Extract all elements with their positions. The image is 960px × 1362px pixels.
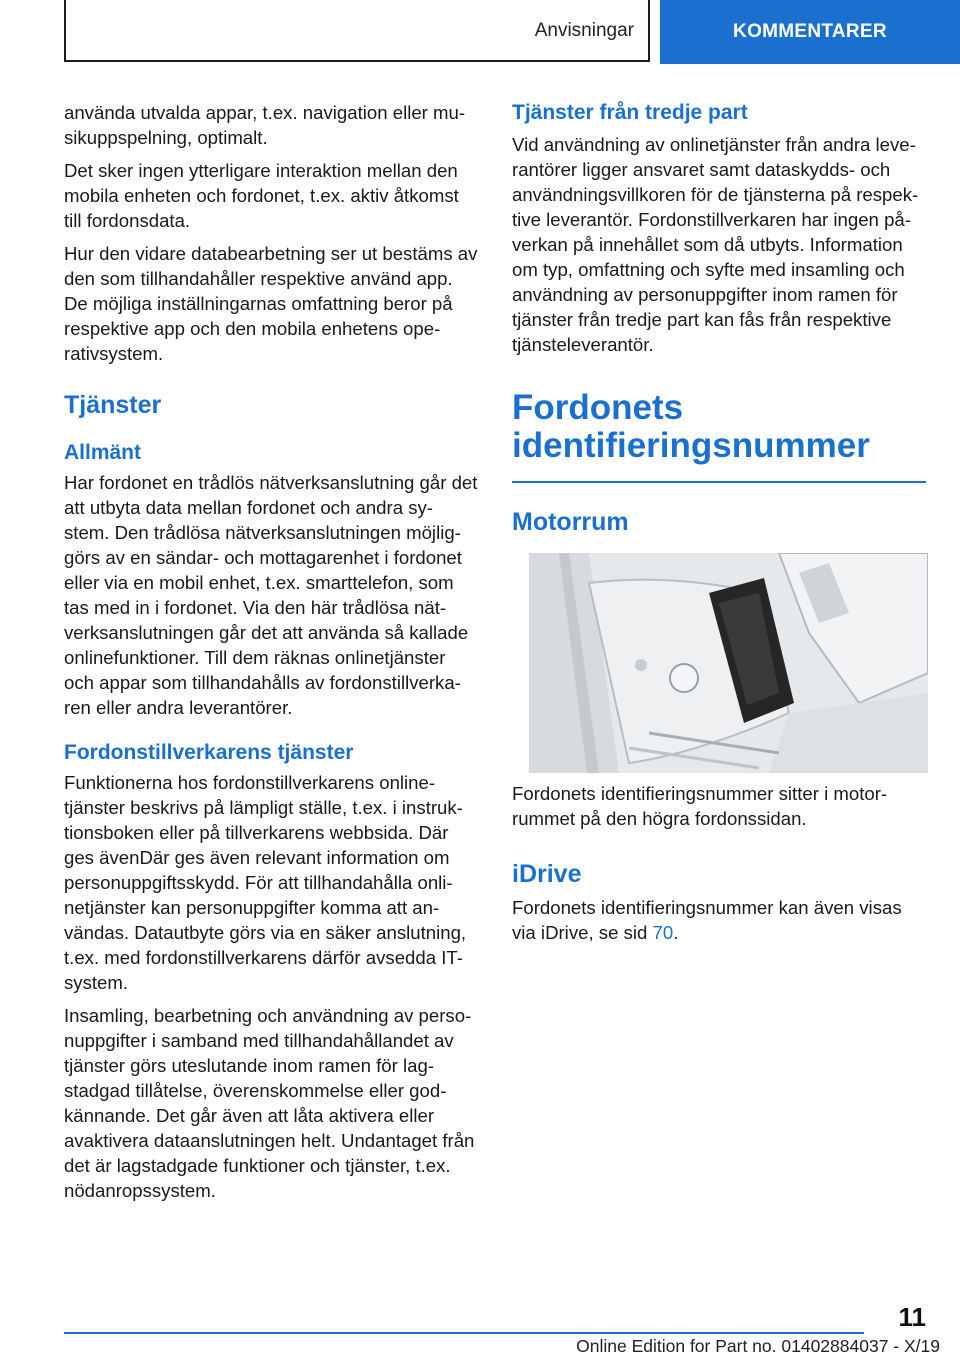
left-column — [64, 100, 478, 1211]
paragraph: Har fordonet en trådlös nätverksanslutning går det att utbyta data mellan fordonet och andra sy‐stem. Den trådlösa nätverksanslutningen möjlig‐görs av en sändar- och mottagarenhet i fordonet eller via en mobil enhet, t.ex. smarttelefon, som tas med in i fordonet. Via den här trådlösa nät‐verksanslutningen går det att använda så kallade onlinefunktioner. Till dem räknas onlinetjänster och appar som tillhandahålls av fordonstillverka‐ren eller andra leverantörer. — [64, 472, 478, 718]
heading-allmant: Allmänt — [64, 441, 142, 464]
paragraph: Fordonets identifieringsnummer kan även visas via iDrive, se sid 70. — [512, 897, 902, 943]
heading-fordonets-identifieringsnummer: Fordonets identifieringsnummer — [512, 388, 870, 465]
header-tab-bar — [0, 0, 960, 66]
heading-fordonstillverkarens-tjanster: Fordonstillverkarens tjänster — [64, 741, 354, 764]
page-number: 11 — [898, 1302, 926, 1332]
tab-anvisningar[interactable]: Anvisningar — [500, 0, 650, 62]
paragraph: använda utvalda appar, t.ex. navigation eller mu‐sikuppspelning, optimalt. — [64, 102, 466, 148]
paragraph: Det sker ingen ytterligare interaktion mellan den mobila enheten och fordonet, t.ex. aktiv åtkomst till fordonsdata. — [64, 160, 459, 231]
heading-motorrum: Motorrum — [512, 508, 629, 536]
paragraph: Vid användning av onlinetjänster från andra leve‐rantörer ligger ansvaret samt dataskydds- och användningsvillkoren för de tjänsterna på respek‐tive leverantör. Fordonstillverkaren har ingen på‐verkan på innehållet som då utbyts. Information om typ, omfattning och syfte med insamling och användning av personuppgifter inom ramen för tjänster från tredje part kan fås från respektive tjänsteleverantör. — [512, 134, 919, 355]
page-link[interactable]: 70 — [652, 922, 674, 943]
paragraph: Funktionerna hos fordonstillverkarens online‐tjänster beskrivs på lämpligt ställe, t.ex. i instruk‐tionsboken eller på tillverkarens webbsida. Där ges ävenDär ges även relevant information om personuppgiftsskydd. För att tillhandahålla onli‐netjänster kan personuppgifter komma att an‐vändas. Datautbyte görs via en säker anslutning, t.ex. med fordonstillverkarens därför avsedda IT-system. — [64, 772, 467, 993]
section-rule — [512, 481, 926, 483]
heading-idrive: iDrive — [512, 860, 582, 888]
paragraph: Hur den vidare databearbetning ser ut bestäms av den som tillhandahåller respektive använd app. De möjliga inställningarnas omfattning beror på respektive app och den mobila enhetens ope‐rativsystem. — [64, 243, 478, 364]
footer-edition: Online Edition for Part no. 01402884037 - X/19 — [576, 1336, 940, 1356]
heading-tjanster: Tjänster — [64, 391, 162, 419]
engine-compartment-image — [529, 553, 928, 773]
heading-tjanster-tredje-part: Tjänster från tredje part — [512, 101, 748, 124]
tab-kommentarer[interactable]: KOMMENTARER — [660, 0, 960, 64]
paragraph: Insamling, bearbetning och användning av perso‐nuppgifter i samband med tillhandahållandet av tjänster görs uteslutande inom ramen för lag‐stadgad tillåtelse, överenskommelse eller god‐kännande. Det går även att låta aktivera eller avaktivera dataanslutningen helt. Undantaget från det är lagstadgade funktioner och tjänster, t.ex. nödanropssystem. — [64, 1005, 475, 1201]
engine-compartment-illustration — [529, 553, 928, 773]
paragraph: Fordonets identifieringsnummer sitter i motor‐rummet på den högra fordonssidan. — [512, 783, 888, 829]
footer-rule — [64, 1332, 864, 1334]
right-column — [512, 100, 926, 953]
